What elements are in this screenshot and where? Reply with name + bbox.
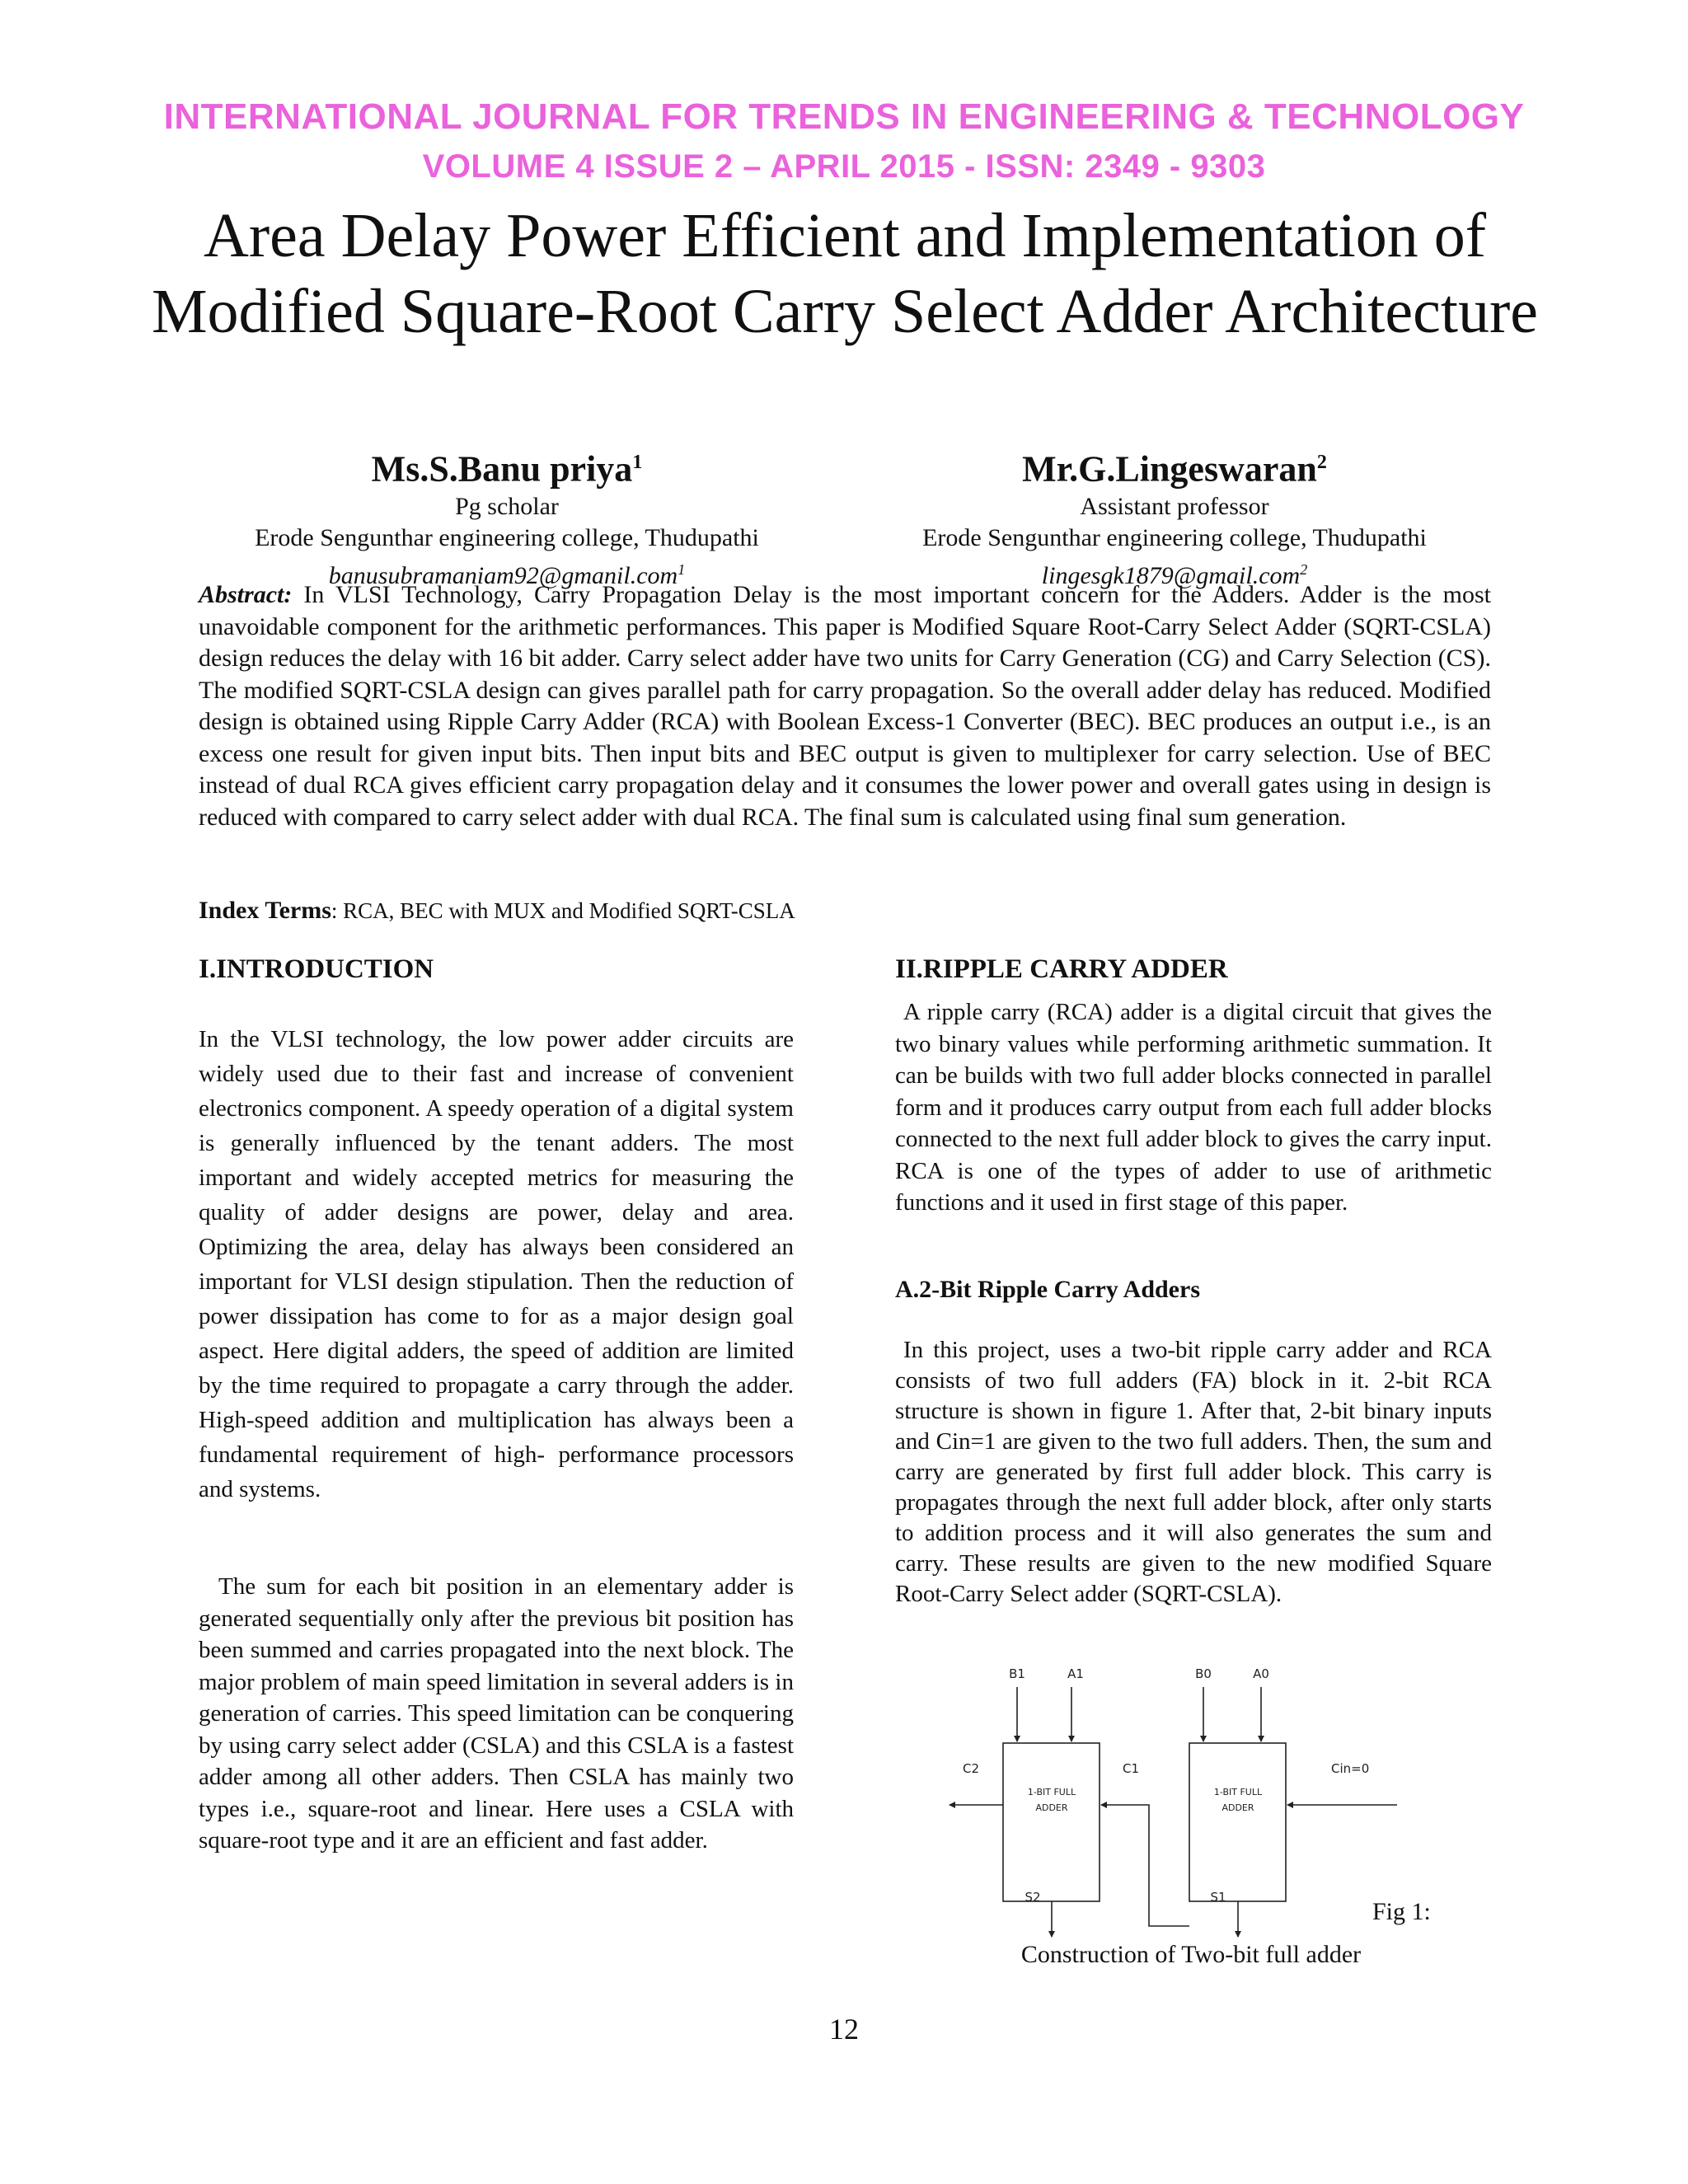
journal-issue: VOLUME 4 ISSUE 2 – APRIL 2015 - ISSN: 2349 - 9303 bbox=[422, 148, 1266, 185]
fa-1-label-line2: ADDER bbox=[1035, 1802, 1068, 1813]
figure-two-bit-adder-diagram bbox=[948, 1661, 1409, 1941]
fa-0-label-line1: 1-BIT FULL bbox=[1213, 1787, 1263, 1797]
page-number: 12 bbox=[829, 2013, 859, 2046]
figure-caption: Construction of Two-bit full adder bbox=[1020, 1941, 1362, 1968]
full-adder-block-0 bbox=[1189, 1743, 1286, 1901]
label-c1: C1 bbox=[1123, 1761, 1140, 1776]
rca-paragraph-2: In this project, uses a two-bit ripple carry adder and RCA consists of two full adders (FA) block in it. 2-bit RCA structure is shown in figure 1. After that, 2-bit binary inputs and Cin=1 are given to the two full adders. Then, the sum and carry are generated by first full adder block. This carry is propagates through the next full adder block, after only starts to addition process and it will also generates the sum and carry. These results are given to the new modified Square Root-Carry Select adder (SQRT-CSLA). bbox=[895, 1337, 1492, 1607]
author-2-name: Mr.G.Lingeswaran$^2$ bbox=[1022, 448, 1327, 490]
journal-name: INTERNATIONAL JOURNAL FOR TRENDS IN ENGINEERING & TECHNOLOGY bbox=[163, 96, 1525, 137]
author-2-affiliation: Erode Sengunthar engineering college, Thudupathi bbox=[922, 523, 1427, 551]
figure-number: Fig 1: bbox=[1372, 1898, 1431, 1925]
label-a1: A1 bbox=[1067, 1666, 1084, 1681]
rca-heading: II.RIPPLE CARRY ADDER bbox=[895, 954, 1228, 984]
wire-c1 bbox=[1101, 1805, 1189, 1926]
abstract-label: Abstract: bbox=[199, 581, 293, 608]
label-s2: S2 bbox=[1025, 1890, 1041, 1905]
label-b0: B0 bbox=[1195, 1666, 1212, 1681]
abstract-text: In VLSI Technology, Carry Propagation Delay is the most important concern for the Adders. Adder is the most unavoidable component for the arithmetic performances. This paper is Modified Square Root-Carry Select Adder (SQRT-CSLA) design reduces the delay with 16 bit adder. Carry select adder have two units for Carry Generation (CG) and Carry Selection (CS). The modified SQRT-CSLA design can gives parallel path for carry propagation. So the overall adder delay has reduced. Modified design is obtained using Ripple Carry Adder (RCA) with Boolean Excess-1 Converter (BEC). BEC produces an output i.e., is an excess one result for given input bits. Then input bits and BEC output is given to multiplexer for carry selection. Use of BEC instead of dual RCA gives efficient carry propagation delay and it consumes the lower power and overall gates using in design is reduced with compared to carry select adder with dual RCA. The final sum is calculated using final sum generation. bbox=[199, 581, 1491, 831]
rca-paragraph-1: A ripple carry (RCA) adder is a digital circuit that gives the two binary values while performing arithmetic summation. It can be builds with two full adder blocks connected in parallel form and it produces carry output from each full adder blocks connected to the next full adder block to gives the carry input. RCA is one of the types of adder to use of arithmetic functions and it used in first stage of this paper. bbox=[895, 999, 1492, 1216]
author-2-role: Assistant professor bbox=[1080, 492, 1269, 520]
rca-subheading: A.2-Bit Ripple Carry Adders bbox=[895, 1276, 1200, 1303]
author-1-affiliation: Erode Sengunthar engineering college, Thudupathi bbox=[255, 523, 759, 551]
label-cin: Cin=0 bbox=[1331, 1761, 1370, 1776]
index-terms-text: : RCA, BEC with MUX and Modified SQRT-CSLA bbox=[331, 898, 795, 923]
paper-title: Area Delay Power Efficient and Implementation of Modified Square-Root Carry Select Adder Architecture bbox=[151, 201, 1539, 346]
author-2 bbox=[878, 441, 1471, 592]
label-b1: B1 bbox=[1009, 1666, 1025, 1681]
intro-heading: I.INTRODUCTION bbox=[199, 954, 434, 984]
fa-1-label-line1: 1-BIT FULL bbox=[1027, 1787, 1076, 1797]
author-1 bbox=[210, 441, 804, 592]
author-1-email[interactable]: banusubramaniam92@gmanil.com$^1$ bbox=[328, 560, 686, 589]
intro-paragraph-1: In the VLSI technology, the low power adder circuits are widely used due to their fast and increase of convenient electronics component. A speedy operation of a digital system is generally influenced by the tenant adders. The most important and widely accepted metrics for measuring the quality of adder designs are power, delay and area. Optimizing the area, delay has always been considered an important for VLSI design stipulation. Then the reduction of power dissipation has come to for as a major design goal aspect. Here digital adders, the speed of addition are limited by the time required to propagate a carry through the adder. High-speed addition and multiplication has always been a fundamental requirement of high- performance processors and systems. bbox=[199, 1026, 794, 1502]
label-a0: A0 bbox=[1253, 1666, 1269, 1681]
label-c2: C2 bbox=[963, 1761, 980, 1776]
label-s1: S1 bbox=[1210, 1890, 1226, 1905]
intro-paragraph-2: The sum for each bit position in an elementary adder is generated sequentially only after the previous bit position has been summed and carries propagated into the next block. The major problem of main speed limitation in several adders is in generation of carries. This speed limitation can be conquering by using carry select adder (CSLA) and this CSLA is a fastest adder among all other adders. Then CSLA has mainly two types i.e., square-root and linear. Here uses a CSLA with square-root type and it are an efficient and fast adder. bbox=[199, 1573, 794, 1854]
fa-0-label-line2: ADDER bbox=[1221, 1802, 1254, 1813]
author-2-email[interactable]: lingesgk1879@gmail.com$^2$ bbox=[1041, 560, 1308, 589]
full-adder-block-1 bbox=[1003, 1743, 1100, 1901]
index-terms-label: Index Terms bbox=[199, 897, 331, 924]
author-1-name: Ms.S.Banu priya$^1$ bbox=[371, 448, 643, 490]
abstract bbox=[199, 579, 1491, 833]
author-1-role: Pg scholar bbox=[455, 492, 559, 520]
index-terms bbox=[199, 897, 795, 925]
